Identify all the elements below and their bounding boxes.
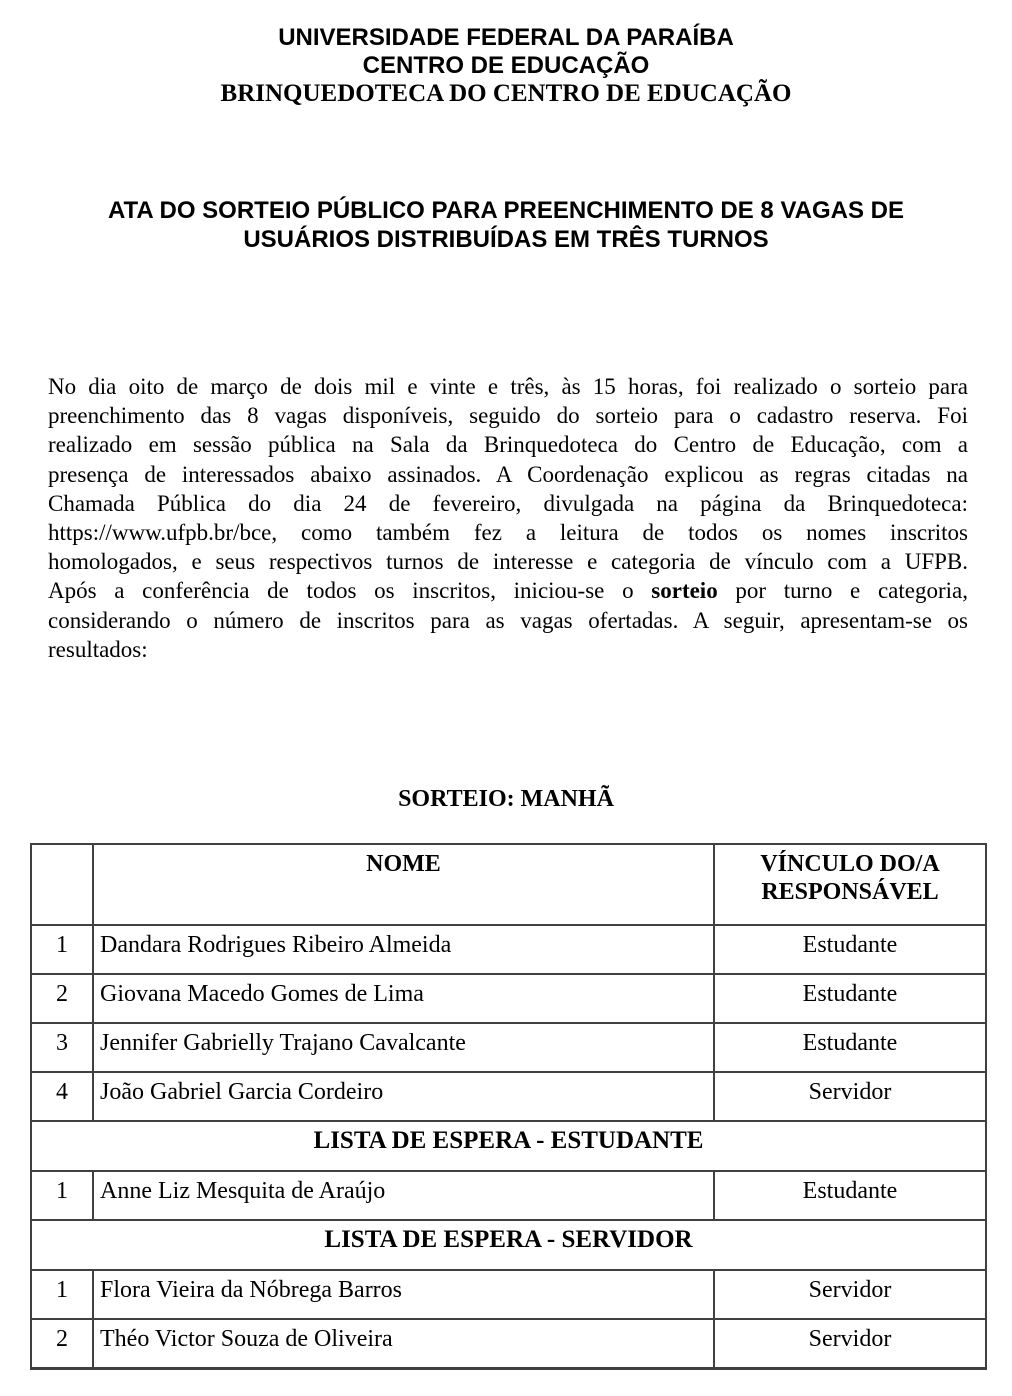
org-name-line1: UNIVERSIDADE FEDERAL DA PARAÍBA — [278, 24, 734, 51]
cell-vinculo: Estudante — [714, 925, 986, 974]
section-heading-sorteio-manha: SORTEIO: MANHÃ — [398, 786, 614, 812]
cell-vinculo: Estudante — [714, 1023, 986, 1072]
cell-name: Flora Vieira da Nóbrega Barros — [93, 1270, 714, 1319]
cell-vinculo: Servidor — [714, 1072, 986, 1121]
paragraph-line — [48, 576, 968, 605]
document-title — [0, 196, 1012, 254]
header-cell-vinculo: VÍNCULO DO/A RESPONSÁVEL — [714, 844, 986, 925]
paragraph-bold-word: sorteio — [651, 578, 718, 604]
paragraph-line: realizado em sessão pública na Sala da Brinquedoteca do Centro de Educação, com a — [48, 432, 968, 458]
paragraph-line: considerando o número de inscritos para as vagas ofertadas. A seguir, apresentam-se os — [48, 607, 968, 633]
body-paragraph — [48, 372, 968, 664]
org-name-line2: CENTRO DE EDUCAÇÃO — [362, 52, 650, 79]
section-row-espera-servidor — [31, 1220, 986, 1270]
document-title-line2: USUÁRIOS DISTRIBUÍDAS EM TRÊS TURNOS — [243, 226, 769, 253]
section-label-espera-estudante: LISTA DE ESPERA - ESTUDANTE — [31, 1121, 986, 1171]
cell-number: 3 — [31, 1023, 93, 1072]
cell-vinculo: Servidor — [714, 1270, 986, 1319]
table-row — [31, 925, 986, 974]
paragraph-line: presença de interessados abaixo assinados. A Coordenação explicou as regras citadas na — [48, 461, 968, 487]
table-row — [31, 1319, 986, 1368]
paragraph-line: homologados, e seus respectivos turnos de interesse e categoria de vínculo com a UFPB. — [48, 549, 968, 575]
paragraph-line: Chamada Pública do dia 24 de fevereiro, divulgada na página da Brinquedoteca: — [48, 490, 968, 516]
cell-number: 1 — [31, 1171, 93, 1220]
paragraph-line: preenchimento das 8 vagas disponíveis, seguido do sorteio para o cadastro reserva. Foi — [48, 403, 968, 429]
cell-number: 1 — [31, 1270, 93, 1319]
cell-name: Théo Victor Souza de Oliveira — [93, 1319, 714, 1368]
table-header-row — [31, 844, 986, 925]
paragraph-line-post: por turno e categoria, — [717, 578, 968, 604]
cell-number: 1 — [31, 925, 93, 974]
org-header — [0, 24, 1012, 108]
document-title-line1: ATA DO SORTEIO PÚBLICO PARA PREENCHIMENTO DE 8 VAGAS DE — [107, 197, 905, 224]
table-row — [31, 1171, 986, 1220]
header-cell-num — [31, 844, 93, 925]
cell-name: Dandara Rodrigues Ribeiro Almeida — [93, 925, 714, 974]
paragraph-line: resultados: — [48, 636, 148, 662]
cell-number: 2 — [31, 1319, 93, 1368]
table-row — [31, 974, 986, 1023]
cell-vinculo: Estudante — [714, 974, 986, 1023]
table-row — [31, 1072, 986, 1121]
cell-vinculo: Servidor — [714, 1319, 986, 1368]
table-row — [31, 1270, 986, 1319]
cell-name: Giovana Macedo Gomes de Lima — [93, 974, 714, 1023]
paragraph-line-pre: Após a conferência de todos os inscritos, iniciou-se o — [48, 578, 652, 604]
paragraph-line: No dia oito de março de dois mil e vinte e três, às 15 horas, foi realizado o sorteio para — [48, 374, 968, 399]
cell-name: Jennifer Gabrielly Trajano Cavalcante — [93, 1023, 714, 1072]
paragraph-line-url: https://www.ufpb.br/bce, como também fez a leitura de todos os nomes inscritos — [48, 519, 968, 545]
cell-number: 2 — [31, 974, 93, 1023]
cell-name: João Gabriel Garcia Cordeiro — [93, 1072, 714, 1121]
header-cell-nome: NOME — [93, 844, 714, 925]
section-label-espera-servidor: LISTA DE ESPERA - SERVIDOR — [31, 1220, 986, 1270]
cell-vinculo: Estudante — [714, 1171, 986, 1220]
table-row — [31, 1023, 986, 1072]
cell-number: 4 — [31, 1072, 93, 1121]
section-row-espera-estudante — [31, 1121, 986, 1171]
cell-name: Anne Liz Mesquita de Araújo — [93, 1171, 714, 1220]
sorteio-manha-table — [30, 843, 987, 1370]
org-name-line3: BRINQUEDOTECA DO CENTRO DE EDUCAÇÃO — [220, 80, 792, 107]
